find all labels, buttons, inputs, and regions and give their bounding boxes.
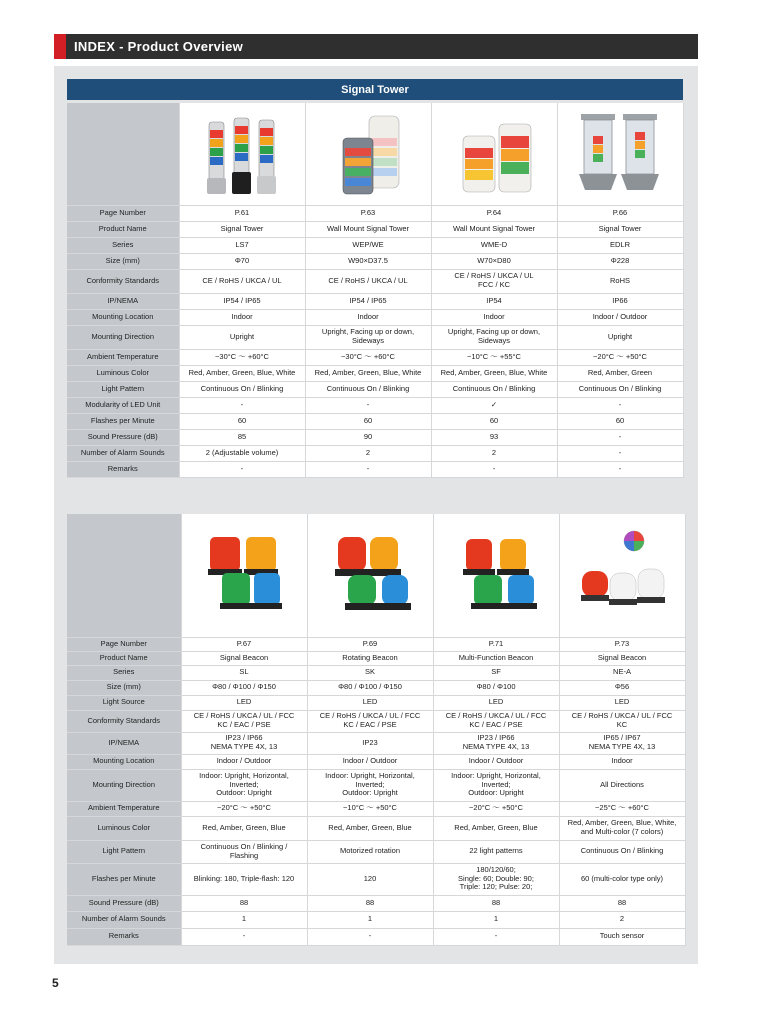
table-row <box>67 863 685 895</box>
signal-tower-table <box>67 103 684 478</box>
row-label: Size (mm) <box>67 680 181 695</box>
signal-beacon-table <box>67 514 686 946</box>
table-cell: Continuous On / Blinking <box>557 381 683 397</box>
table-cell: Signal Beacon <box>181 651 307 665</box>
table-cell: ✓ <box>431 397 557 413</box>
row-label: Product Name <box>67 221 179 237</box>
table-cell: Signal Tower <box>557 221 683 237</box>
table-cell: 2 <box>305 445 431 461</box>
table-cell: 120 <box>307 863 433 895</box>
table-cell: Φ80 / Φ100 / Φ150 <box>307 680 433 695</box>
table-row <box>67 237 683 253</box>
table-cell: Upright <box>557 325 683 349</box>
table-cell: Red, Amber, Green, Blue, White <box>305 365 431 381</box>
row-label: Sound Pressure (dB) <box>67 429 179 445</box>
table-cell: Wall Mount Signal Tower <box>431 221 557 237</box>
row-label: Light Pattern <box>67 381 179 397</box>
table-row <box>67 461 683 477</box>
table-cell: 93 <box>431 429 557 445</box>
table-cell: W90×D37.5 <box>305 253 431 269</box>
product-image-edlr <box>557 103 683 205</box>
table-cell: Φ80 / Φ100 / Φ150 <box>181 680 307 695</box>
table-cell: Upright, Facing up or down, Sideways <box>431 325 557 349</box>
table-cell: IP23 / IP66 NEMA TYPE 4X, 13 <box>433 732 559 754</box>
table-cell: Continuous On / Blinking <box>559 840 685 863</box>
table-cell: 2 (Adjustable volume) <box>179 445 305 461</box>
table-row <box>67 365 683 381</box>
table-cell: WEP/WE <box>305 237 431 253</box>
table-cell: CE / RoHS / UKCA / UL <box>179 269 305 293</box>
table-row <box>67 801 685 816</box>
table-cell: Continuous On / Blinking <box>305 381 431 397</box>
table-cell: - <box>557 397 683 413</box>
table-row <box>67 769 685 801</box>
table-cell: Φ56 <box>559 680 685 695</box>
product-image-sf <box>433 514 559 637</box>
table-cell: - <box>307 928 433 945</box>
table-cell: Red, Amber, Green <box>557 365 683 381</box>
header-bar <box>54 34 698 59</box>
table-cell: −25°C ～ +60°C <box>559 801 685 816</box>
table-row <box>67 253 683 269</box>
table-cell: Indoor: Upright, Horizontal, Inverted; Outdoor: Upright <box>307 769 433 801</box>
table-cell: P.71 <box>433 637 559 651</box>
table-row <box>67 309 683 325</box>
row-label: Remarks <box>67 928 181 945</box>
table-cell: −20°C ～ +50°C <box>433 801 559 816</box>
table-cell: 2 <box>431 445 557 461</box>
signal-tower-section-title: Signal Tower <box>67 79 683 100</box>
table-cell: Blinking: 180, Triple-flash: 120 <box>181 863 307 895</box>
image-label-cell <box>67 103 179 205</box>
table-cell: Φ228 <box>557 253 683 269</box>
row-label: Remarks <box>67 461 179 477</box>
row-label: Size (mm) <box>67 253 179 269</box>
table-cell: - <box>305 397 431 413</box>
table-cell: Rotating Beacon <box>307 651 433 665</box>
table-cell: Φ80 / Φ100 <box>433 680 559 695</box>
table-row <box>67 269 683 293</box>
row-label: Luminous Color <box>67 365 179 381</box>
table-cell: Continuous On / Blinking <box>179 381 305 397</box>
table-row <box>67 816 685 840</box>
table-cell: 90 <box>305 429 431 445</box>
table-cell: CE / RoHS / UKCA / UL <box>305 269 431 293</box>
row-label: IP/NEMA <box>67 732 181 754</box>
table-cell: Red, Amber, Green, Blue, White <box>431 365 557 381</box>
table-row <box>67 349 683 365</box>
table-cell: Touch sensor <box>559 928 685 945</box>
row-label: Mounting Direction <box>67 769 181 801</box>
row-label: Ambient Temperature <box>67 801 181 816</box>
table-cell: All Directions <box>559 769 685 801</box>
table-cell: LED <box>181 695 307 710</box>
table-cell: P.63 <box>305 205 431 221</box>
signal-tower-rows <box>67 205 683 477</box>
table-cell: LED <box>559 695 685 710</box>
table-cell: SL <box>181 665 307 680</box>
table-cell: Upright <box>179 325 305 349</box>
table-cell: 88 <box>559 895 685 911</box>
table-cell: P.64 <box>431 205 557 221</box>
table-cell: EDLR <box>557 237 683 253</box>
table-cell: Continuous On / Blinking / Flashing <box>181 840 307 863</box>
table-cell: IP66 <box>557 293 683 309</box>
table-cell: SF <box>433 665 559 680</box>
table-cell: - <box>179 461 305 477</box>
table-cell: Indoor <box>179 309 305 325</box>
table-cell: - <box>431 461 557 477</box>
table-cell: LED <box>307 695 433 710</box>
product-image-wep <box>305 103 431 205</box>
product-image-sk <box>307 514 433 637</box>
product-image-sl <box>181 514 307 637</box>
page-number: 5 <box>52 976 59 990</box>
table-row <box>67 325 683 349</box>
table-cell: CE / RoHS / UKCA / UL / FCC KC / EAC / PSE <box>181 710 307 732</box>
table-cell: RoHS <box>557 269 683 293</box>
table-cell: CE / RoHS / UKCA / UL / FCC KC / EAC / PSE <box>307 710 433 732</box>
row-label: Modularity of LED Unit <box>67 397 179 413</box>
table-cell: P.69 <box>307 637 433 651</box>
row-label: Luminous Color <box>67 816 181 840</box>
table-row <box>67 895 685 911</box>
product-image-ls7 <box>179 103 305 205</box>
row-label: Mounting Direction <box>67 325 179 349</box>
table-cell: Indoor / Outdoor <box>433 754 559 769</box>
table-cell: IP65 / IP67 NEMA TYPE 4X, 13 <box>559 732 685 754</box>
product-image-wme <box>431 103 557 205</box>
table-cell: 22 light patterns <box>433 840 559 863</box>
table-cell: 88 <box>433 895 559 911</box>
table-cell: IP54 <box>431 293 557 309</box>
table-cell: Indoor / Outdoor <box>557 309 683 325</box>
row-label: Product Name <box>67 651 181 665</box>
row-label: Number of Alarm Sounds <box>67 445 179 461</box>
table-cell: - <box>433 928 559 945</box>
table-cell: 88 <box>181 895 307 911</box>
table-cell: Multi-Function Beacon <box>433 651 559 665</box>
table-cell: IP54 / IP65 <box>305 293 431 309</box>
table-cell: Motorized rotation <box>307 840 433 863</box>
table-cell: −30°C ～ +60°C <box>179 349 305 365</box>
row-label: Light Pattern <box>67 840 181 863</box>
table-row <box>67 445 683 461</box>
table-row <box>67 637 685 651</box>
table-cell: −10°C ～ +50°C <box>307 801 433 816</box>
table-cell: Signal Beacon <box>559 651 685 665</box>
table-cell: - <box>179 397 305 413</box>
table-cell: - <box>305 461 431 477</box>
table-cell: LS7 <box>179 237 305 253</box>
row-label: Mounting Location <box>67 754 181 769</box>
row-label: Conformity Standards <box>67 710 181 732</box>
table-cell: IP23 / IP66 NEMA TYPE 4X, 13 <box>181 732 307 754</box>
table-row <box>67 397 683 413</box>
table-row <box>67 221 683 237</box>
table-row <box>67 911 685 928</box>
table-cell: −30°C ～ +60°C <box>305 349 431 365</box>
table-cell: 60 <box>557 413 683 429</box>
table-cell: Indoor <box>559 754 685 769</box>
table-cell: - <box>557 461 683 477</box>
table-cell: CE / RoHS / UKCA / UL FCC / KC <box>431 269 557 293</box>
row-label: Series <box>67 237 179 253</box>
table-cell: Upright, Facing up or down, Sideways <box>305 325 431 349</box>
table-row <box>67 293 683 309</box>
table-cell: CE / RoHS / UKCA / UL / FCC KC <box>559 710 685 732</box>
table-cell: P.73 <box>559 637 685 651</box>
table-cell: Red, Amber, Green, Blue, White, and Multi-color (7 colors) <box>559 816 685 840</box>
table-row <box>67 695 685 710</box>
table-cell: P.67 <box>181 637 307 651</box>
table-cell: - <box>557 429 683 445</box>
product-image-ne-a <box>559 514 685 637</box>
row-label: Conformity Standards <box>67 269 179 293</box>
table-cell: 2 <box>559 911 685 928</box>
table-row <box>67 710 685 732</box>
table-cell: Wall Mount Signal Tower <box>305 221 431 237</box>
table-cell: Signal Tower <box>179 221 305 237</box>
table-cell: 60 <box>179 413 305 429</box>
row-label: Page Number <box>67 637 181 651</box>
table-cell: IP23 <box>307 732 433 754</box>
row-label: Page Number <box>67 205 179 221</box>
table-cell: Indoor <box>305 309 431 325</box>
table-row <box>67 381 683 397</box>
table-cell: - <box>557 445 683 461</box>
table-cell: 88 <box>307 895 433 911</box>
row-label: Ambient Temperature <box>67 349 179 365</box>
table-cell: IP54 / IP65 <box>179 293 305 309</box>
table-row <box>67 754 685 769</box>
table-cell: Φ70 <box>179 253 305 269</box>
image-label-cell <box>67 514 181 637</box>
table-row <box>67 413 683 429</box>
page-title: INDEX - Product Overview <box>74 39 244 54</box>
table-cell: Red, Amber, Green, Blue, White <box>179 365 305 381</box>
table-cell: 1 <box>433 911 559 928</box>
row-label: Light Source <box>67 695 181 710</box>
table-cell: 60 <box>431 413 557 429</box>
table-cell: P.61 <box>179 205 305 221</box>
row-label: Flashes per Minute <box>67 863 181 895</box>
table-cell: Red, Amber, Green, Blue <box>433 816 559 840</box>
table-cell: Continuous On / Blinking <box>431 381 557 397</box>
row-label: Series <box>67 665 181 680</box>
row-label: IP/NEMA <box>67 293 179 309</box>
table-cell: CE / RoHS / UKCA / UL / FCC KC / EAC / PSE <box>433 710 559 732</box>
row-label: Sound Pressure (dB) <box>67 895 181 911</box>
table-row <box>67 665 685 680</box>
table-cell: Indoor / Outdoor <box>181 754 307 769</box>
table-cell: 1 <box>181 911 307 928</box>
table-cell: −20°C ～ +50°C <box>557 349 683 365</box>
table-cell: Red, Amber, Green, Blue <box>181 816 307 840</box>
table-cell: WME-D <box>431 237 557 253</box>
table-row <box>67 205 683 221</box>
table-row <box>67 680 685 695</box>
row-label: Flashes per Minute <box>67 413 179 429</box>
table-cell: Red, Amber, Green, Blue <box>307 816 433 840</box>
table-cell: −20°C ～ +50°C <box>181 801 307 816</box>
table-cell: 1 <box>307 911 433 928</box>
table-cell: SK <box>307 665 433 680</box>
table-cell: W70×D80 <box>431 253 557 269</box>
table-row <box>67 840 685 863</box>
table-cell: Indoor: Upright, Horizontal, Inverted; Outdoor: Upright <box>433 769 559 801</box>
table-cell: - <box>181 928 307 945</box>
table-row <box>67 651 685 665</box>
table-cell: NE-A <box>559 665 685 680</box>
table-cell: −10°C ～ +55°C <box>431 349 557 365</box>
signal-beacon-rows <box>67 637 685 945</box>
table-cell: 60 (multi-color type only) <box>559 863 685 895</box>
table-cell: 85 <box>179 429 305 445</box>
table-row <box>67 928 685 945</box>
table-cell: Indoor / Outdoor <box>307 754 433 769</box>
table-cell: 60 <box>305 413 431 429</box>
table-cell: 180/120/60; Single: 60; Double: 90; Triple: 120; Pulse: 20; <box>433 863 559 895</box>
table-cell: P.66 <box>557 205 683 221</box>
table-cell: LED <box>433 695 559 710</box>
table-row <box>67 732 685 754</box>
table-cell: Indoor: Upright, Horizontal, Inverted; Outdoor: Upright <box>181 769 307 801</box>
row-label: Number of Alarm Sounds <box>67 911 181 928</box>
table-cell: Indoor <box>431 309 557 325</box>
header-accent <box>54 34 66 59</box>
table-row <box>67 429 683 445</box>
row-label: Mounting Location <box>67 309 179 325</box>
